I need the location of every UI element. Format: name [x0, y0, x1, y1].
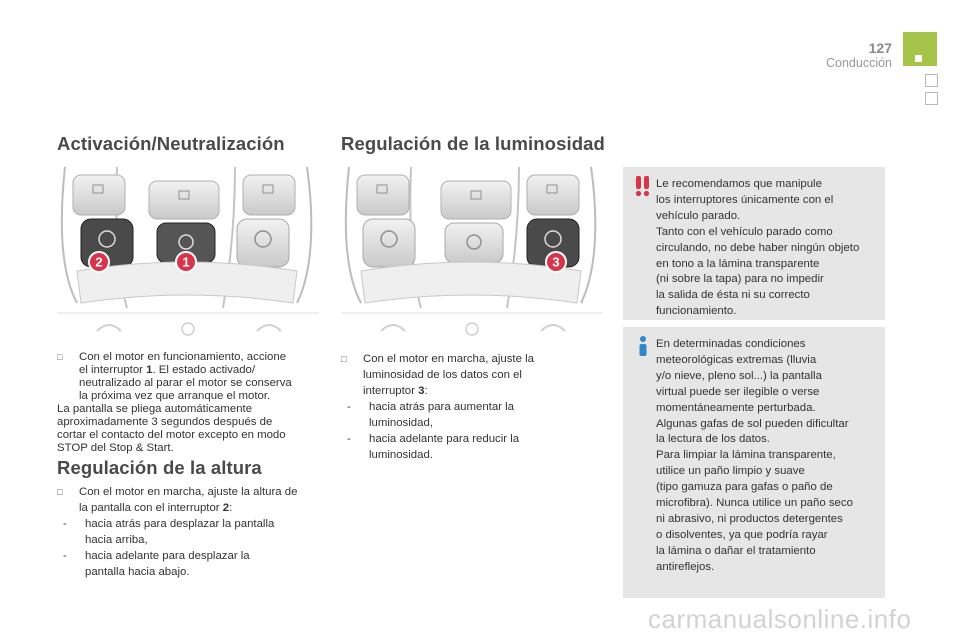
text-line: aproximadamente 3 segundos después de: [57, 416, 273, 428]
text-line: funcionamiento.: [656, 305, 737, 318]
list-item: [341, 351, 601, 399]
info-note: [623, 327, 885, 598]
console-illustration-left: [57, 163, 319, 343]
text-line: o disolventes, ya que podría rayar: [656, 528, 828, 541]
text-line: hacia atrás para aumentar la: [369, 401, 514, 413]
text-line: neutralizado al parar el motor se conserva: [79, 377, 292, 389]
list-item: [57, 484, 327, 516]
warning-text: [656, 177, 880, 320]
text-line: utilice un paño limpio y suave: [656, 465, 805, 478]
text-line: La pantalla se pliega automáticamente: [57, 403, 253, 415]
text-line: circulando, no debe haber ningún objeto: [656, 241, 860, 254]
text-line: Para limpiar la lámina transparente,: [656, 449, 836, 462]
text-line: Con el motor en marcha, ajuste la: [363, 353, 534, 365]
text-line: En determinadas condiciones: [656, 338, 806, 350]
text-line: el interruptor 1. El estado activado/: [79, 364, 256, 376]
badge-1: [176, 252, 196, 272]
square-outline-icon: [925, 92, 938, 105]
text-line: momentáneamente perturbada.: [656, 401, 816, 414]
text-line: luminosidad,: [369, 417, 433, 429]
text-line: microfibra). Nunca utilice un paño seco: [656, 497, 853, 510]
text-line: ni abrasivo, ni productos detergentes: [656, 512, 843, 525]
text-line: los interruptores únicamente con el: [656, 193, 834, 206]
text-line: meteorológicas extremas (lluvia: [656, 353, 817, 366]
text-line: Con el motor en funcionamiento, accione: [79, 351, 287, 363]
chapter-tab: [903, 32, 937, 66]
list-item: [57, 351, 327, 403]
warning-exclamation-icon: [633, 175, 653, 197]
text-line: hacia adelante para reducir la: [369, 433, 520, 445]
text-line: la lámina o dañar el tratamiento: [656, 544, 816, 557]
bullet-arrow-icon: □: [57, 352, 63, 362]
text-line: Le recomendamos que manipule: [656, 178, 822, 190]
text-line: la próxima vez que arranque el motor.: [79, 390, 271, 402]
text-line: antireflejos.: [656, 560, 715, 573]
badge-1-label: 1: [182, 254, 190, 270]
text-line: vehículo parado.: [656, 209, 741, 222]
list-item: - hacia adelante para desplazar la pantalla hacia abajo.: [57, 548, 327, 580]
bullet-arrow-icon: □: [57, 487, 63, 497]
height-text: [57, 484, 327, 580]
badge-3: [546, 252, 566, 272]
badge-3-label: 3: [552, 254, 560, 270]
console-illustration-middle: [341, 163, 603, 343]
badge-2-label: 2: [95, 254, 103, 270]
text-line: la salida de ésta ni su correcto: [656, 289, 810, 302]
text-line: y/o nieve, pleno sol...) la pantalla: [656, 369, 822, 382]
square-outline-icon: [925, 74, 938, 87]
list-item: - hacia adelante para reducir la luminosidad.: [341, 431, 601, 463]
text-line: Algunas gafas de sol pueden dificultar: [656, 417, 849, 430]
text-line: la lectura de los datos.: [656, 433, 770, 446]
text-line: STOP del Stop & Start.: [57, 442, 174, 454]
text-line: virtual puede ser ilegible o verse: [656, 385, 820, 398]
title-height: Regulación de la altura: [57, 457, 262, 478]
text-line: hacia atrás para desplazar la pantalla: [85, 518, 275, 530]
section-name: Conducción: [825, 56, 892, 70]
text-line: en tono a la lámina transparente: [656, 257, 820, 270]
text-line: Con el motor en marcha, ajuste la altura de: [79, 486, 298, 498]
badge-2: [89, 252, 109, 272]
info-text: [656, 337, 880, 576]
title-activation: Activación/Neutralización: [57, 133, 285, 154]
text-line: (tipo gamuza para gafas o paño de: [656, 481, 833, 494]
info-icon: [633, 335, 653, 357]
square-icon: [915, 55, 922, 62]
text-line: Tanto con el vehículo parado como: [656, 225, 833, 238]
title-brightness: Regulación de la luminosidad: [341, 133, 605, 154]
activation-text: [57, 351, 327, 455]
warning-note: [623, 167, 885, 320]
text-line: hacia adelante para desplazar la: [85, 550, 250, 562]
text-line: pantalla hacia abajo.: [85, 566, 190, 578]
text-line: luminosidad de los datos con el: [363, 369, 522, 381]
list-item: - hacia atrás para aumentar la luminosidad,: [341, 399, 601, 431]
text-line: (ni sobre la tapa) para no impedir: [656, 273, 824, 286]
bullet-arrow-icon: □: [341, 354, 347, 364]
watermark: carmanualsonline.info: [648, 604, 912, 634]
text-line: hacia arriba,: [85, 534, 148, 546]
text-line: luminosidad.: [369, 449, 433, 461]
list-item: - hacia atrás para desplazar la pantalla hacia arriba,: [57, 516, 327, 548]
brightness-text: [341, 351, 601, 463]
page-number: 127: [868, 40, 892, 56]
text-line: interruptor 3:: [363, 385, 428, 397]
text-line: la pantalla con el interruptor 2:: [79, 502, 233, 514]
text-line: cortar el contacto del motor excepto en modo: [57, 429, 286, 441]
